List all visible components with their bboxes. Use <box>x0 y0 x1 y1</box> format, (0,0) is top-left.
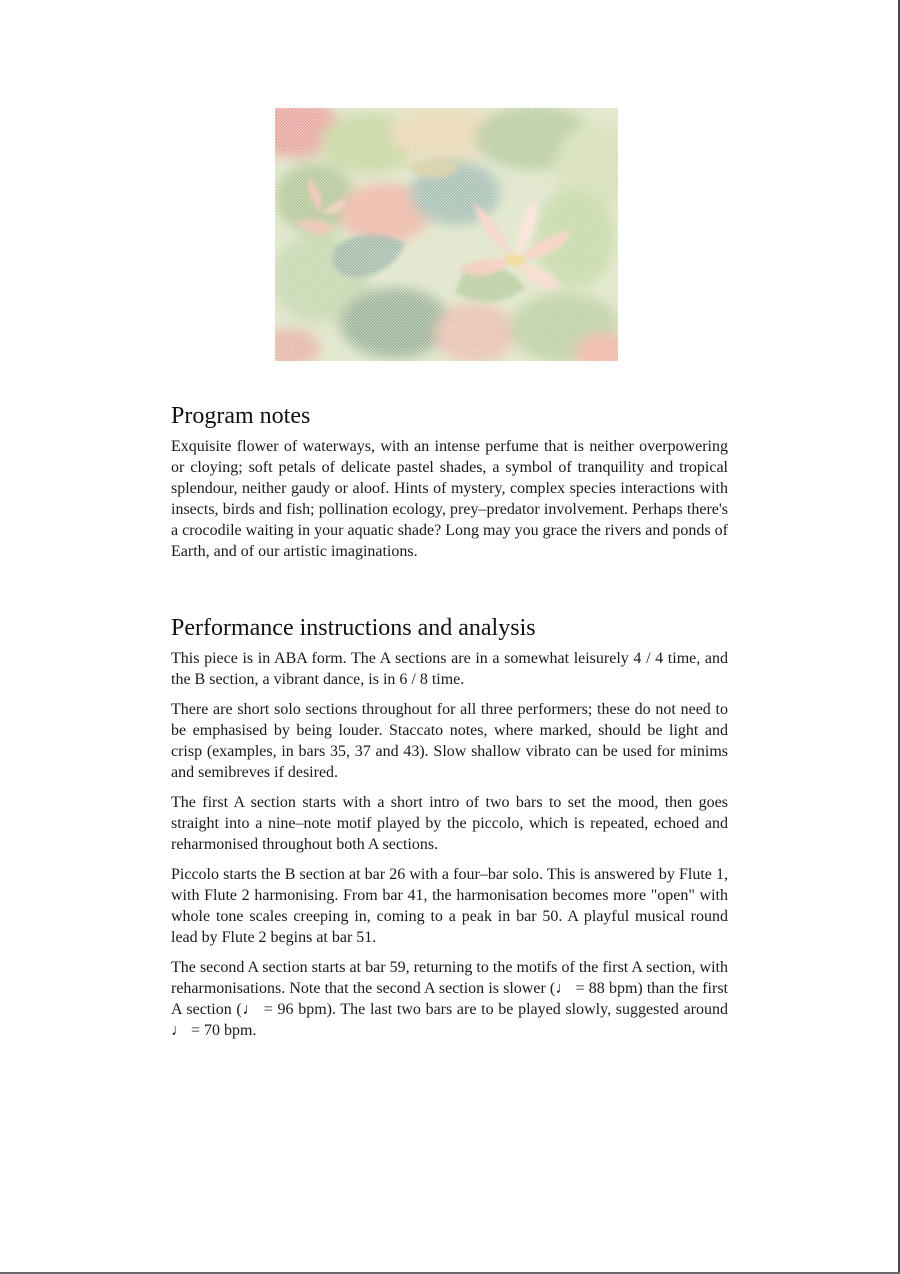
performance-paragraph-b-section: Piccolo starts the B section at bar 26 with a four–bar solo. This is answered by Flute 1, with Flute 2 harmonising. From bar 41, the harmonisation becomes more "open" with whole tone scales creeping in, coming to a peak in bar 50. A playful musical round lead by Flute 2 begins at bar 51. <box>171 866 728 946</box>
water-lily-image <box>275 108 618 361</box>
program-notes-heading: Program notes <box>171 403 311 429</box>
program-notes-section <box>171 400 728 562</box>
performance-section <box>171 612 728 1041</box>
performance-heading: Performance instructions and analysis <box>171 615 536 641</box>
performance-paragraph-solos: There are short solo sections throughout for all three performers; these do not need to be emphasised by being louder. Staccato notes, where marked, should be light and crisp (examples, in bars 35, 37 and 43). Slow shallow vibrato can be used for minims and semibreves if desired. <box>171 701 728 781</box>
performance-paragraph-form: This piece is in ABA form. The A sections are in a somewhat leisurely 4 / 4 time, and the B section, a vibrant dance, is in 6 / 8 time. <box>171 650 728 688</box>
performance-paragraph-first-a: The first A section starts with a short intro of two bars to set the mood, then goes straight into a nine–note motif played by the piccolo, which is repeated, echoed and reharmonised throughout both A sections. <box>171 794 728 853</box>
performance-paragraph-second-a: The second A section starts at bar 59, returning to the motifs of the first A section, with reharmonisations. Note that the second A section is slower (♩ = 88 bpm) than the first A section (♩ = 96 bpm). The last two bars are to be played slowly, suggested around ♩ = 70 bpm. <box>171 959 728 1039</box>
document-body <box>171 400 728 1041</box>
water-lily-illustration <box>275 108 618 361</box>
program-notes-paragraph: Exquisite flower of waterways, with an intense perfume that is neither overpowering or cloying; soft petals of delicate pastel shades, a symbol of tranquility and tropical splendour, neither gaudy or aloof. Hints of mystery, complex species interactions with insects, birds and fish; pollination ecology, prey–predator involvement. Perhaps there's a crocodile waiting in your aquatic shade? Long may you grace the rivers and ponds of Earth, and of our artistic imaginations. <box>171 438 728 560</box>
